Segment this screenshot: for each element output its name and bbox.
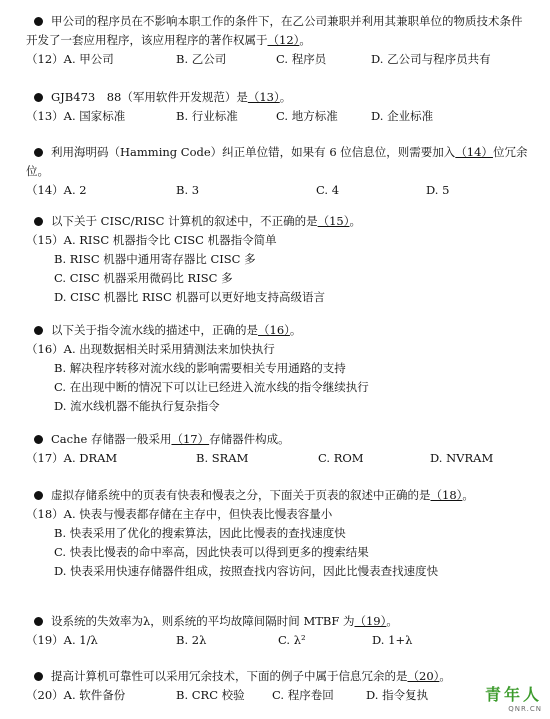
option-d: D. 乙公司与程序员共有	[371, 52, 491, 66]
bullet-icon	[34, 491, 43, 500]
option-b: B. CRC 校验	[176, 688, 245, 702]
option-c: C. 地方标准	[276, 109, 338, 123]
question-18	[26, 486, 530, 581]
option-c: C. CISC 机器采用微码比 RISC 多	[54, 271, 233, 285]
bullet-icon	[34, 617, 43, 626]
options-row	[26, 181, 530, 200]
answer-blank: （14）	[455, 145, 493, 159]
option-c: C. λ²	[278, 633, 306, 647]
option-a: （15）A. RISC 机器指令比 CISC 机器指令简单	[26, 233, 277, 247]
option-b: B. SRAM	[196, 451, 249, 465]
bullet-icon	[34, 17, 43, 26]
option-c: C. 在出现中断的情况下可以让已经进入流水线的指令继续执行	[54, 380, 369, 394]
question-12	[26, 12, 530, 69]
option-b: B. 行业标准	[176, 109, 238, 123]
option-a: （13）A. 国家标准	[26, 109, 126, 123]
option-a: （14）A. 2	[26, 183, 87, 197]
options-list	[26, 505, 530, 581]
option-d: D. 企业标准	[371, 109, 434, 123]
option-a: （20）A. 软件备份	[26, 688, 126, 702]
option-c: C. 程序员	[276, 52, 327, 66]
question-stem: GJB473 88（军用软件开发规范）是（13）。	[26, 88, 530, 107]
options-row	[26, 449, 530, 468]
options-row	[26, 107, 530, 126]
bullet-icon	[34, 326, 43, 335]
option-b: B. 3	[176, 183, 200, 197]
option-a: （12）A. 甲公司	[26, 52, 114, 66]
question-15	[26, 212, 530, 307]
bullet-icon	[34, 217, 43, 226]
question-stem: 提高计算机可靠性可以采用冗余技术，下面的例子中属于信息冗余的是（20）。	[26, 667, 530, 686]
option-c: C. 4	[316, 183, 340, 197]
answer-blank: （13）	[247, 90, 280, 104]
question-stem: 以下关于 CISC/RISC 计算机的叙述中，不正确的是（15）。	[26, 212, 530, 231]
options-row	[26, 631, 530, 650]
watermark-name: 青年人	[484, 685, 542, 704]
option-d: D. 流水线机器不能执行复杂指令	[54, 399, 220, 413]
options-row	[26, 50, 530, 69]
bullet-icon	[34, 672, 43, 681]
question-stem: 利用海明码（Hamming Code）纠正单位错，如果有 6 位信息位，则需要加入（14）位冗余位。	[26, 145, 528, 178]
question-14	[26, 143, 530, 200]
question-stem: Cache 存储器一般采用（17）存储器件构成。	[26, 430, 530, 449]
question-19	[26, 612, 530, 650]
bullet-icon	[34, 148, 43, 157]
answer-blank: （17）	[171, 432, 210, 446]
option-d: D. 快表采用快速存储器件组成，按照查找内容访问，因此比慢表查找速度快	[54, 564, 439, 578]
answer-blank: （16）	[258, 323, 290, 337]
answer-blank: （19）	[354, 614, 387, 628]
answer-blank: （12）	[267, 33, 300, 47]
option-b: B. 2λ	[176, 633, 207, 647]
option-d: D. CISC 机器比 RISC 机器可以更好地支持高级语言	[54, 290, 325, 304]
answer-blank: （18）	[430, 488, 463, 502]
option-d: D. 5	[426, 183, 450, 197]
options-list	[26, 231, 530, 307]
option-b: B. 快表采用了优化的搜索算法，因此比慢表的查找速度快	[54, 526, 346, 540]
watermark-logo	[485, 682, 542, 713]
option-c: C. ROM	[318, 451, 364, 465]
option-a: （19）A. 1/λ	[26, 633, 98, 647]
options-list	[26, 340, 530, 416]
question-16	[26, 321, 530, 416]
answer-blank: （15）	[317, 214, 350, 228]
option-d: D. 1+λ	[372, 633, 413, 647]
option-b: B. 解决程序转移对流水线的影响需要相关专用通路的支持	[54, 361, 346, 375]
option-c: C. 快表比慢表的命中率高，因此快表可以得到更多的搜索结果	[54, 545, 369, 559]
option-c: C. 程序卷回	[272, 688, 334, 702]
question-13	[26, 88, 530, 126]
option-b: B. 乙公司	[176, 52, 227, 66]
question-stem: 甲公司的程序员在不影响本职工作的条件下，在乙公司兼职并利用其兼职单位的物质技术条件开发了一套应用程序，该应用程序的著作权属于（12）。	[26, 14, 523, 47]
answer-blank: （20）	[407, 669, 440, 683]
question-stem: 以下关于指令流水线的描述中，正确的是（16）。	[26, 321, 530, 340]
option-d: D. NVRAM	[430, 451, 494, 465]
bullet-icon	[34, 435, 43, 444]
option-b: B. RISC 机器中通用寄存器比 CISC 多	[54, 252, 256, 266]
option-a: （17）A. DRAM	[26, 451, 118, 465]
question-17	[26, 430, 530, 468]
option-d: D. 指令复执	[366, 688, 429, 702]
options-row	[26, 686, 530, 705]
question-stem: 设系统的失效率为λ，则系统的平均故障间隔时间 MTBF 为（19）。	[26, 612, 530, 631]
watermark-url: QNR.CN	[508, 705, 542, 713]
question-20	[26, 667, 530, 705]
option-a: （16）A. 出现数据相关时采用猜测法来加快执行	[26, 342, 275, 356]
option-a: （18）A. 快表与慢表都存储在主存中，但快表比慢表容量小	[26, 507, 333, 521]
bullet-icon	[34, 93, 43, 102]
question-stem: 虚拟存储系统中的页表有快表和慢表之分，下面关于页表的叙述中正确的是（18）。	[26, 486, 530, 505]
